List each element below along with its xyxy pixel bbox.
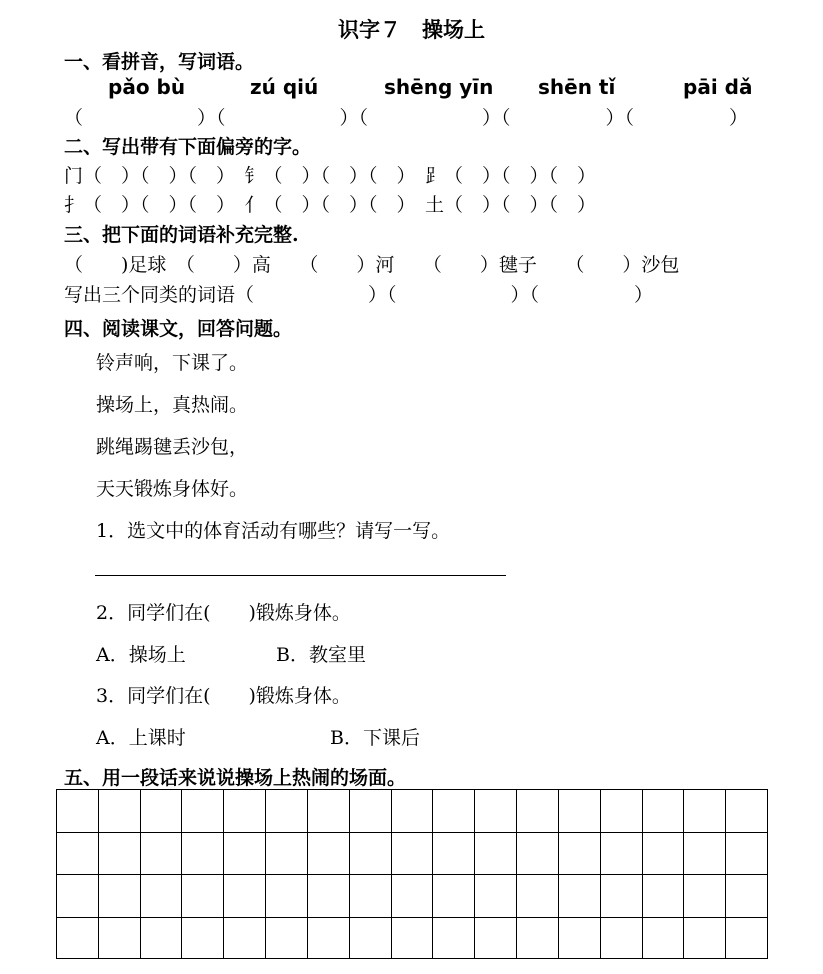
grid-cell[interactable] [558,917,600,960]
grid-cell[interactable] [98,874,140,917]
grid-cell[interactable] [432,917,474,960]
grid-cell[interactable] [223,789,265,832]
grid-cell[interactable] [98,789,140,832]
question-3: 3．同学们在( )锻炼身体。 [96,685,351,707]
grid-cell[interactable] [223,832,265,875]
grid-cell[interactable] [474,917,516,960]
grid-cell[interactable] [349,874,391,917]
grid-cell[interactable] [474,789,516,832]
grid-cell[interactable] [140,789,182,832]
grid-cell[interactable] [516,874,558,917]
answer-line[interactable] [95,575,506,576]
grid-cell[interactable] [265,832,307,875]
grid-row [56,789,767,832]
poem-line: 跳绳踢毽丢沙包， [96,436,249,458]
grid-cell[interactable] [265,874,307,917]
grid-cell[interactable] [432,789,474,832]
grid-cell[interactable] [56,874,98,917]
grid-cell[interactable] [725,789,767,832]
grid-cell[interactable] [140,917,182,960]
grid-cell[interactable] [725,917,767,960]
option-b[interactable]: B．下课后 [330,727,420,749]
grid-cell[interactable] [642,874,684,917]
grid-cell[interactable] [181,832,223,875]
grid-cell[interactable] [391,917,433,960]
option-a[interactable]: A．上课时 [96,727,186,749]
grid-cell[interactable] [56,917,98,960]
poem-line: 铃声响，下课了。 [96,352,249,374]
grid-cell[interactable] [140,832,182,875]
grid-cell[interactable] [558,832,600,875]
grid-cell[interactable] [349,832,391,875]
grid-cell[interactable] [683,917,725,960]
grid-cell[interactable] [98,917,140,960]
grid-cell[interactable] [600,832,642,875]
radical-row[interactable]: 扌（ ）（ ）（ ） 亻（ ）（ ）（ ） 土（ ）（ ）（ ） [64,194,597,216]
grid-cell[interactable] [600,917,642,960]
grid-cell[interactable] [391,789,433,832]
grid-cell[interactable] [307,917,349,960]
fill-in-words[interactable]: （ )足球 （ ）高 （ ）河 （ ）毽子 （ ）沙包 [64,254,680,276]
grid-cell[interactable] [181,917,223,960]
grid-cell[interactable] [307,789,349,832]
grid-cell[interactable] [683,874,725,917]
page-title: 识字７ 操场上 [338,17,485,42]
radical-row[interactable]: 门（ ）（ ）（ ） 钅（ ）（ ）（ ） ⻊（ ）（ ）（ ） [64,165,597,187]
similar-words[interactable]: 写出三个同类的词语（ ）（ ）（ ） [64,284,654,306]
grid-cell[interactable] [725,832,767,875]
grid-cell[interactable] [56,832,98,875]
grid-cell[interactable] [349,789,391,832]
question-1: 1．选文中的体育活动有哪些？请写一写。 [96,520,451,542]
grid-cell[interactable] [600,789,642,832]
grid-row [56,832,767,875]
grid-cell[interactable] [307,832,349,875]
section2-heading: 二、写出带有下面偏旁的字。 [64,136,312,158]
grid-cell[interactable] [642,789,684,832]
grid-cell[interactable] [683,789,725,832]
grid-cell[interactable] [474,874,516,917]
grid-cell[interactable] [558,789,600,832]
grid-cell[interactable] [98,832,140,875]
poem-line: 天天锻炼身体好。 [96,478,249,500]
pinyin-item: pāi dǎ [683,75,753,99]
grid-cell[interactable] [391,832,433,875]
grid-cell[interactable] [349,917,391,960]
pinyin-item: shēn tǐ [538,75,616,99]
grid-cell[interactable] [642,917,684,960]
pinyin-item: zú qiú [250,75,319,99]
grid-cell[interactable] [432,832,474,875]
section3-heading: 三、把下面的词语补充完整. [64,224,299,246]
grid-cell[interactable] [516,917,558,960]
grid-row [56,917,767,960]
grid-cell[interactable] [307,874,349,917]
grid-row [56,874,767,917]
grid-cell[interactable] [600,874,642,917]
grid-cell[interactable] [265,789,307,832]
grid-cell[interactable] [223,917,265,960]
grid-cell[interactable] [474,832,516,875]
grid-cell[interactable] [181,874,223,917]
section1-heading: 一、看拼音，写词语。 [64,51,255,73]
grid-cell[interactable] [181,789,223,832]
poem-line: 操场上，真热闹。 [96,394,249,416]
grid-cell[interactable] [516,789,558,832]
grid-cell[interactable] [432,874,474,917]
grid-cell[interactable] [265,917,307,960]
question-2: 2．同学们在( )锻炼身体。 [96,602,351,624]
grid-cell[interactable] [56,789,98,832]
grid-cell[interactable] [391,874,433,917]
writing-grid[interactable] [56,789,768,959]
pinyin-item: shēng yīn [384,75,494,99]
option-b[interactable]: B．教室里 [276,644,366,666]
grid-cell[interactable] [223,874,265,917]
section4-heading: 四、阅读课文，回答问题。 [64,318,293,340]
section5-heading: 五、用一段话来说说操场上热闹的场面。 [64,767,407,789]
answer-blanks[interactable]: （ ）（ ）（ ）（ ）（ ） [64,107,749,129]
pinyin-item: pǎo bù [108,75,186,99]
grid-cell[interactable] [683,832,725,875]
grid-cell[interactable] [642,832,684,875]
grid-cell[interactable] [725,874,767,917]
grid-cell[interactable] [140,874,182,917]
grid-cell[interactable] [516,832,558,875]
grid-cell[interactable] [558,874,600,917]
option-a[interactable]: A．操场上 [96,644,186,666]
